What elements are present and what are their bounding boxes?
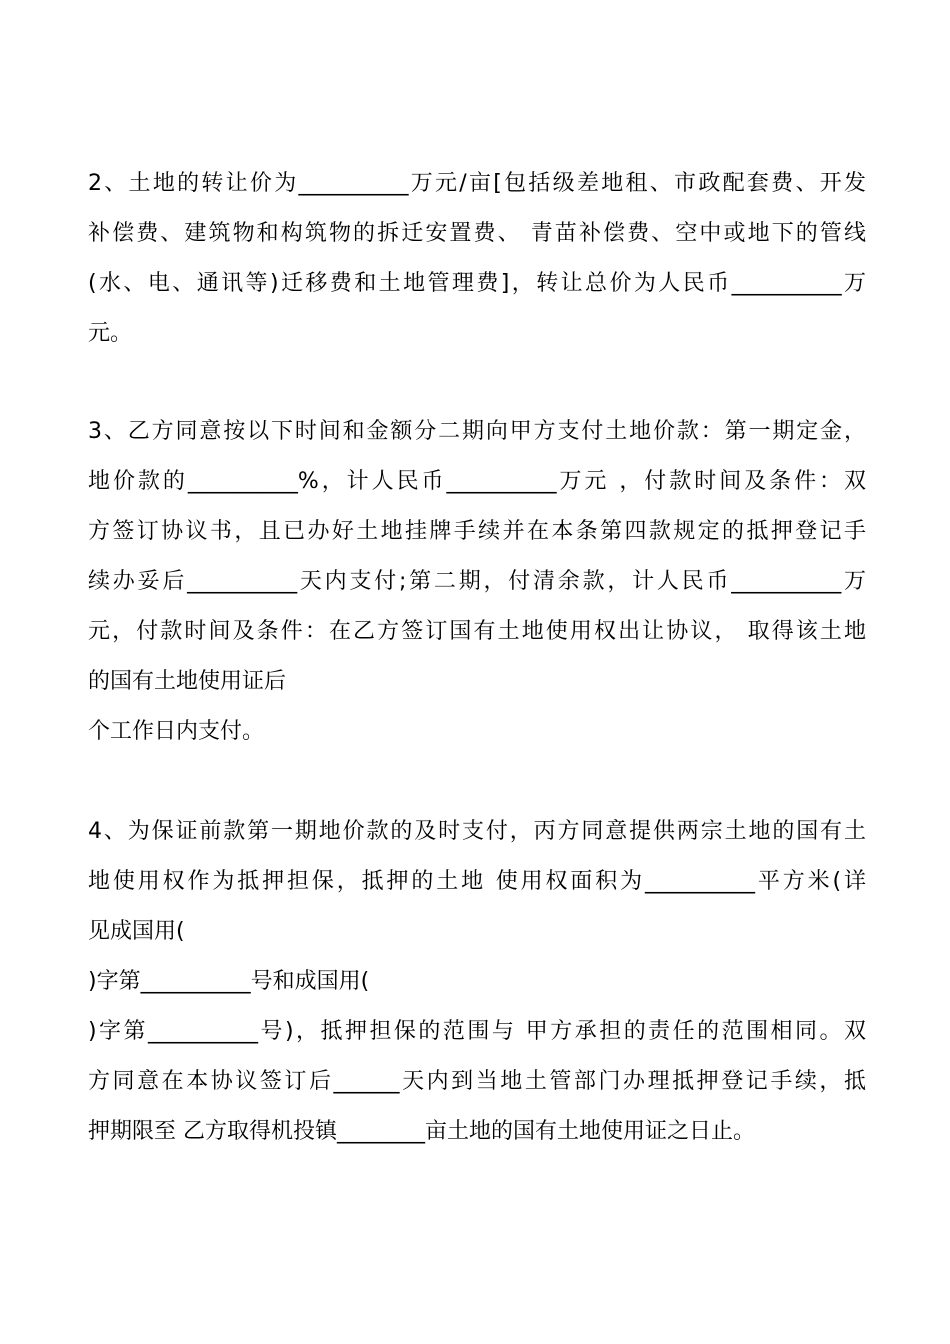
text-line: 的国有土地使用证后 — [88, 669, 287, 694]
text-line: 地价款的__________%，计人民币__________万元 ，付款时间及条件：双 — [88, 469, 866, 494]
text-line: 补偿费、建筑物和构筑物的拆迁安置费、 青苗补偿费、空中或地下的管线 — [88, 221, 866, 246]
text-line: 地使用权作为抵押担保，抵押的土地 使用权面积为__________平方米(详 — [88, 869, 866, 894]
text-line: 元，付款时间及条件：在乙方签订国有土地使用权出让协议， 取得该土地 — [88, 619, 866, 644]
text-line: 元。 — [88, 321, 133, 346]
text-line: 2、土地的转让价为__________万元/亩[包括级差地租、市政配套费、开发 — [88, 171, 866, 196]
text-line: (水、电、通讯等)迁移费和土地管理费]，转让总价为人民币__________万 — [88, 271, 866, 296]
text-line: 3、乙方同意按以下时间和金额分二期向甲方支付土地价款：第一期定金， — [88, 419, 866, 444]
text-line: )字第__________号和成国用( — [88, 969, 370, 994]
text-line: 4、为保证前款第一期地价款的及时支付，丙方同意提供两宗土地的国有土 — [88, 819, 866, 844]
text-line: 见成国用( — [88, 919, 185, 944]
text-line: 押期限至 乙方取得机投镇________亩土地的国有土地使用证之日止。 — [88, 1119, 755, 1144]
text-line: 方同意在本协议签订后______天内到当地土管部门办理抵押登记手续，抵 — [88, 1069, 866, 1094]
text-line: 续办妥后__________天内支付;第二期，付清余款，计人民币__________万 — [88, 569, 866, 594]
text-line: )字第__________号)，抵押担保的范围与 甲方承担的责任的范围相同。双 — [88, 1019, 866, 1044]
text-line: 方签订协议书，且已办好土地挂牌手续并在本条第四款规定的抵押登记手 — [88, 519, 866, 544]
text-line: 个工作日内支付。 — [88, 719, 265, 744]
